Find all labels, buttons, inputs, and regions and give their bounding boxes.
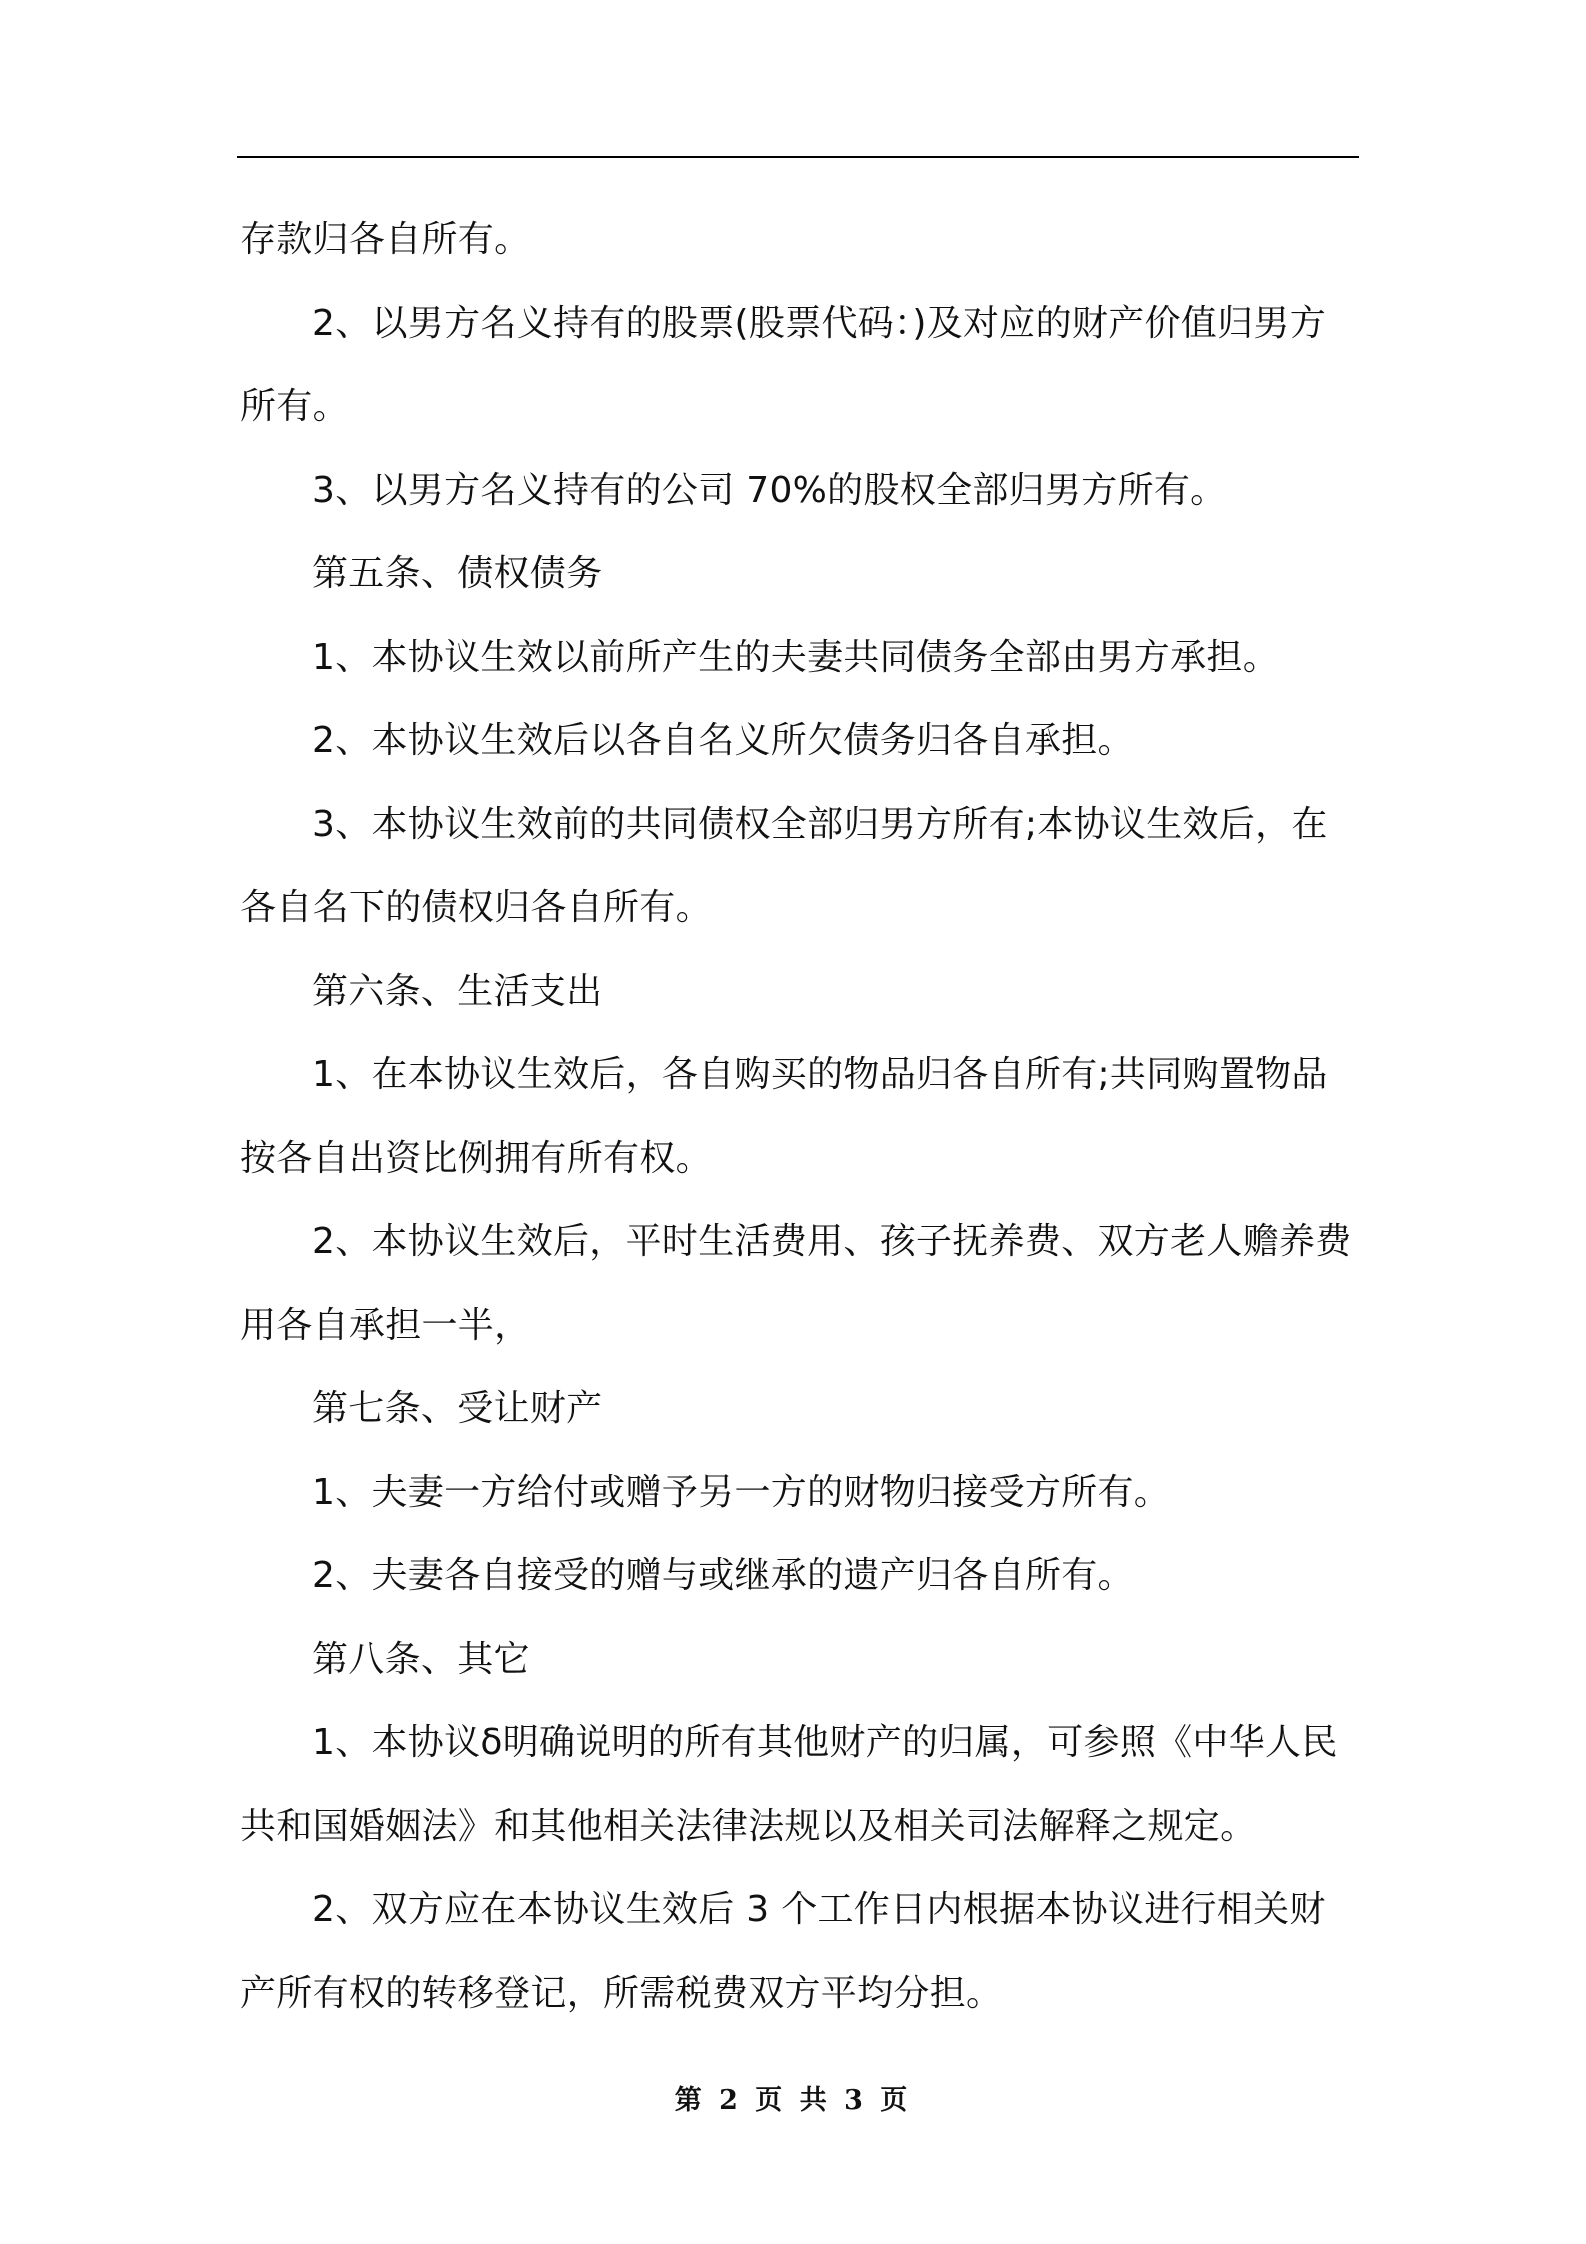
paragraph: 第六条、生活支出 [312, 970, 603, 1012]
paragraph: 存款归各自所有。 [240, 219, 531, 260]
paragraph: 1、本协议生效以前所产生的夫妻共同债务全部由男方承担。 [312, 636, 1280, 678]
paragraph: 第八条、其它 [312, 1638, 530, 1680]
paragraph: 第七条、受让财产 [312, 1388, 603, 1429]
paragraph: 第五条、债权债务 [312, 553, 603, 594]
paragraph: 1、本协议δ明确说明的所有其他财产的归属，可参照《中华人民共和国婚姻法》和其他相关法律法规以及相关司法解释之规定。 [240, 1722, 1338, 1847]
header-rule [237, 156, 1359, 158]
paragraph: 3、本协议生效前的共同债权全部归男方所有;本协议生效后，在各自名下的债权归各自所有。 [240, 803, 1328, 928]
page-number-footer: 第 2 页 共 3 页 [674, 2085, 912, 2116]
paragraph: 2、本协议生效后以各自名义所欠债务归各自承担。 [312, 720, 1134, 761]
paragraph: 1、在本协议生效后，各自购买的物品归各自所有;共同购置物品按各自出资比例拥有所有权。 [240, 1054, 1328, 1179]
paragraph: 2、以男方名义持有的股票(股票代码：)及对应的财产价值归男方所有。 [240, 302, 1326, 427]
paragraph: 2、本协议生效后，平时生活费用、孩子抚养费、双方老人赡养费用各自承担一半， [240, 1221, 1352, 1346]
paragraph: 2、夫妻各自接受的赠与或继承的遗产归各自所有。 [312, 1555, 1134, 1596]
paragraph: 3、以男方名义持有的公司 70%的股权全部归男方所有。 [312, 469, 1227, 511]
document-body [240, 198, 1360, 2035]
paragraph: 1、夫妻一方给付或赠予另一方的财物归接受方所有。 [312, 1471, 1171, 1513]
paragraph: 2、双方应在本协议生效后 3 个工作日内根据本协议进行相关财产所有权的转移登记，所需税费双方平均分担。 [240, 1889, 1326, 2014]
